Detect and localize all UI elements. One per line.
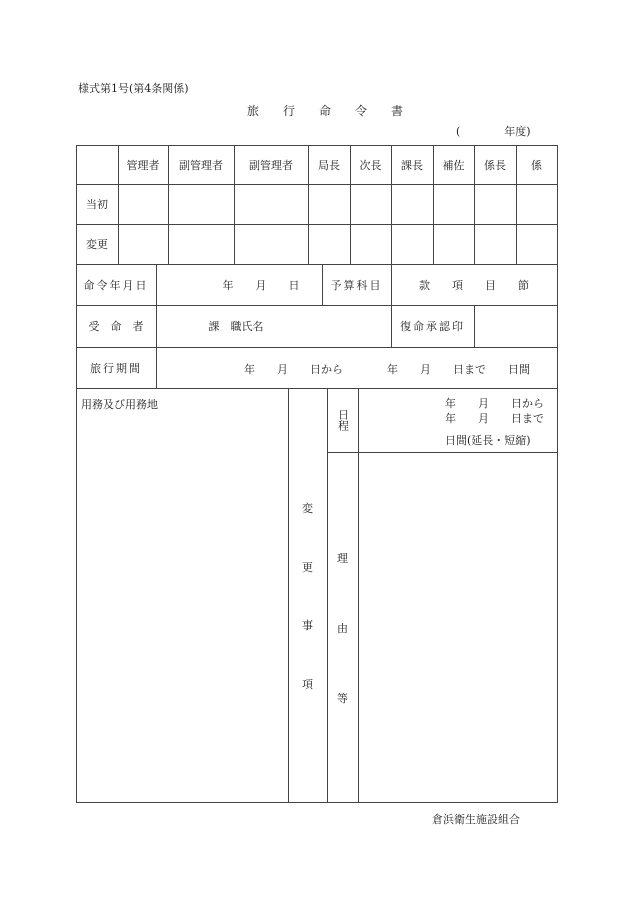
fiscal-year: ( 年度) (456, 125, 531, 138)
change-items-label (288, 500, 327, 692)
header-fuku-kanrisha-1: 副管理者 (179, 158, 223, 172)
header-kyokucho: 局長 (318, 158, 340, 172)
reason-char-2: 由 (337, 622, 348, 635)
header-kacho: 課長 (401, 158, 423, 172)
travel-period-field[interactable]: 年 月 日から 年 月 日まで 日間 (244, 363, 530, 376)
reason-char-3: 等 (337, 692, 348, 705)
change-char-1: 変 (302, 502, 313, 515)
reason-label (327, 550, 358, 706)
header-kakaricho: 係長 (484, 158, 506, 172)
schedule-from[interactable]: 年 月 日から (445, 397, 544, 410)
return-approval-seal[interactable] (474, 305, 557, 347)
schedule-days[interactable]: 日間(延長・短縮) (445, 434, 531, 447)
reason-char-1: 理 (337, 552, 348, 565)
recipient-label: 受 命 者 (88, 320, 144, 333)
change-char-4: 項 (302, 677, 313, 691)
header-kanrisha: 管理者 (126, 158, 160, 172)
budget-items-field[interactable]: 款 項 目 節 (419, 278, 529, 292)
header-fuku-kanrisha-2: 副管理者 (249, 158, 293, 172)
row-label-change: 変更 (86, 238, 108, 251)
order-date-field[interactable]: 年 月 日 (222, 278, 300, 292)
purpose-label: 用務及び用務地 (81, 398, 158, 411)
travel-period-label: 旅行期間 (90, 361, 142, 375)
reason-field[interactable] (359, 453, 556, 801)
return-approval-label: 復命承認印 (400, 320, 465, 333)
header-jicho: 次長 (359, 158, 382, 172)
order-date-label: 命令年月日 (83, 278, 149, 292)
page-title: 旅 行 命 令 書 (246, 104, 403, 118)
issuer-name: 倉浜衛生施設組合 (432, 813, 520, 826)
row-label-initial: 当初 (86, 198, 108, 211)
form-number: 様式第1号(第4条関係) (78, 82, 189, 95)
schedule-label: 日程 (336, 409, 350, 431)
header-kakari: 係 (531, 158, 542, 172)
budget-label: 予算科目 (330, 278, 383, 292)
purpose-field[interactable] (77, 412, 287, 801)
recipient-name-field[interactable]: 課 職氏名 (208, 320, 264, 333)
schedule-to[interactable]: 年 月 日まで (445, 412, 544, 425)
change-char-2: 更 (302, 560, 313, 574)
header-hosa: 補佐 (442, 158, 465, 172)
change-char-3: 事 (302, 619, 313, 633)
